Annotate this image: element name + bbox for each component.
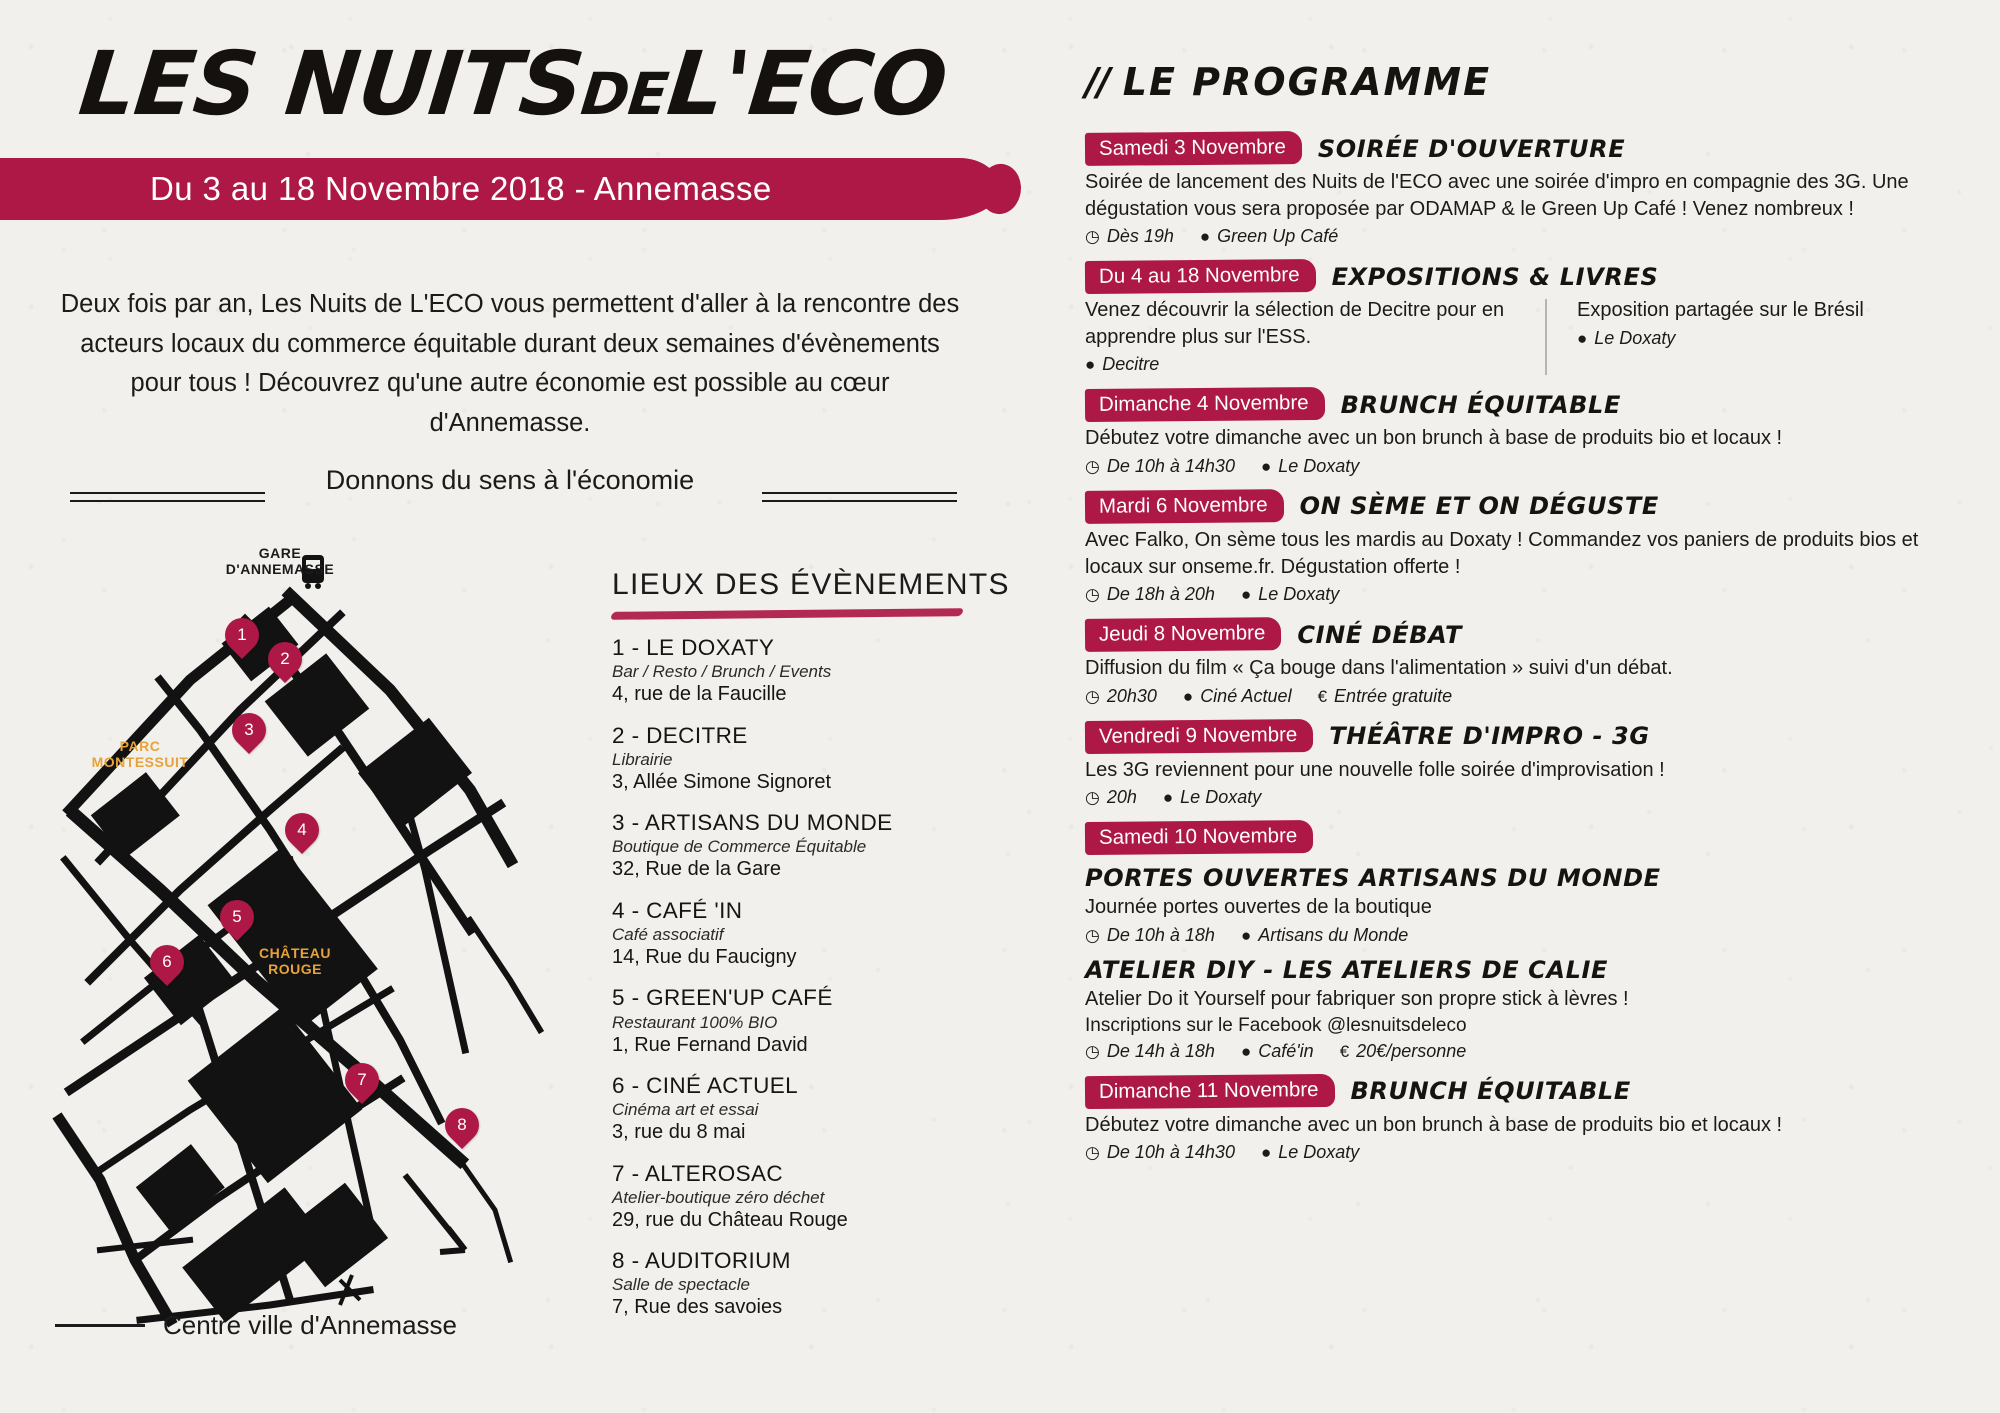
event-meta [1085,456,1985,477]
venues-underline [610,608,964,620]
map-pin-icon: ● [1260,1143,1272,1163]
programme-column [1060,0,2000,1413]
map-pin-7[interactable] [338,1056,386,1104]
event-place [1241,584,1339,605]
map-footer-label: Centre ville d'Annemasse [163,1310,457,1340]
venue-type: Boutique de Commerce Équitable [612,837,867,857]
venue-name: 4 - CAFÉ 'IN [612,897,743,923]
event-description: Débutez votre dimanche avec un bon brunch à base de produits bio et locaux ! [1085,427,1783,450]
event-time-label: De 14h à 18h [1106,1040,1215,1061]
map-label-parc: PARC MONTESSUIT [91,738,189,771]
venue-address: 3, rue du 8 mai [612,1121,746,1144]
events-list [1085,132,1985,1176]
euro-icon: € [1317,686,1328,706]
clock-icon: ◷ [1085,227,1100,247]
event-price-label: Entrée gratuite [1334,685,1453,706]
event-item[interactable] [1085,388,1985,477]
map-pin-icon: ● [1162,788,1174,808]
event-meta-secondary [1577,328,1977,349]
clock-icon: ◷ [1085,585,1100,605]
event-time-label: Dès 19h [1106,226,1174,247]
event-time [1085,1041,1215,1062]
event-item[interactable] [1085,720,1985,809]
title-leco: L'ECO [662,32,952,135]
event-place [1261,1142,1359,1163]
event-title: BRUNCH ÉQUITABLE [1350,1077,1631,1106]
event-place-label: Green Up Café [1217,226,1339,247]
event-meta [1085,1142,1985,1163]
event-place [1241,1041,1314,1062]
event-date-badge: Samedi 10 Novembre [1085,820,1314,855]
event-meta-secondary [1085,1041,1985,1062]
map-pin-6[interactable] [143,938,191,986]
event-description: Débutez votre dimanche avec un bon brunch à base de produits bio et locaux ! [1085,1113,1783,1136]
venue-item[interactable] [612,898,1012,969]
event-time [1085,686,1157,707]
programme-heading-label: LE PROGRAMME [1122,60,1492,104]
event-item[interactable] [1085,618,1985,707]
venues-title: LIEUX DES ÉVÈNEMENTS [612,568,1010,601]
event-date-badge: Dimanche 11 Novembre [1085,1073,1335,1108]
event-time [1085,584,1215,605]
venue-type: Cinéma art et essai [612,1100,759,1120]
event-place-label: Le Doxaty [1278,1142,1360,1163]
event-item[interactable] [1085,1075,1985,1164]
column-divider [1545,299,1547,375]
map-pin-1-label: 1 [237,625,247,644]
event-registration-note: Inscriptions sur le Facebook @lesnuitsdeleco [1085,1014,1467,1036]
map-pin-3[interactable] [225,706,273,754]
venue-address: 14, Rue du Faucigny [612,946,797,969]
venue-type: Café associatif [612,925,724,945]
title-block [74,32,1000,207]
venue-name: 7 - ALTEROSAC [612,1160,784,1186]
event-title: ON SÈME ET ON DÉGUSTE [1299,492,1659,521]
event-meta [1085,584,1985,605]
venue-name: 3 - ARTISANS DU MONDE [612,810,893,836]
map-pin-icon: ● [1085,355,1096,375]
map-pin-8-label: 8 [457,1115,467,1134]
event-time [1085,226,1174,247]
event-time-label: De 10h à 18h [1106,924,1215,945]
venue-address: 32, Rue de la Gare [612,858,781,881]
event-title: SOIRÉE D'OUVERTURE [1317,134,1626,163]
intro-paragraph: Deux fois par an, Les Nuits de L'ECO vous permettent d'aller à la rencontre des acteurs locaux du commerce équitable durant deux semaines d'évènements pour tous ! Découvrez qu'une autre économie est possible au cœur d'Annemasse. [60,290,960,437]
venue-type: Librairie [612,749,673,769]
event-meta [1085,925,1985,946]
venue-item[interactable] [612,810,1012,881]
venue-address: 3, Allée Simone Signoret [612,770,832,793]
date-banner [0,158,1000,220]
event-price [1318,686,1453,707]
event-description: Soirée de lancement des Nuits de l'ECO avec une soirée d'impro en compagnie des 3G. Une dégustation vous sera proposée par ODAMAP & le Green Up Café ! Venez nombreux ! [1085,171,1909,220]
event-price-label: 20€/personne [1356,1040,1467,1061]
clock-icon: ◷ [1085,686,1100,706]
venue-address: 4, rue de la Faucille [612,683,787,706]
clock-icon: ◷ [1085,1041,1100,1061]
venue-name: 8 - AUDITORIUM [612,1248,791,1274]
map-footer [55,1310,615,1341]
map-pin-icon: ● [1199,227,1211,247]
event-date-badge: Dimanche 4 Novembre [1085,387,1325,422]
event-place-label: Ciné Actuel [1200,685,1292,706]
event-place [1200,226,1338,247]
venue-type: Salle de spectacle [612,1275,750,1295]
map-pin-icon: ● [1260,456,1272,476]
venue-name: 1 - LE DOXATY [612,635,775,660]
map-pin-icon: ● [1240,925,1252,945]
venue-item[interactable] [612,1248,1012,1319]
venue-name: 6 - CINÉ ACTUEL [612,1073,799,1099]
event-description: Diffusion du film « Ça bouge dans l'alimentation » suivi d'un débat. [1085,657,1673,680]
map-pin-icon: ● [1240,585,1252,605]
map-label-gare: GARE D'ANNEMASSE [225,545,335,578]
venue-address: 29, rue du Château Rouge [612,1208,848,1231]
event-item[interactable] [1085,490,1985,605]
map-pin-5-label: 5 [232,907,242,926]
event-place-label: Le Doxaty [1278,455,1360,476]
event-description-secondary: Exposition partagée sur le Brésil [1577,299,1864,322]
event-title: PORTES OUVERTES ARTISANS DU MONDE [1085,864,1661,893]
map-pin-icon: ● [1240,1041,1252,1061]
event-meta [1085,354,1515,375]
event-place [1261,456,1359,477]
venue-item[interactable] [612,635,1012,706]
clock-icon: ◷ [1085,925,1100,945]
event-place-label: Le Doxaty [1258,584,1340,605]
event-place-label: Decitre [1102,354,1160,375]
event-title-secondary: ATELIER DIY - LES ATELIERS DE CALIE [1085,955,1608,984]
map-footer-rule [55,1324,145,1327]
event-place [1241,925,1408,946]
event-price [1340,1041,1467,1062]
title-de: DE [577,60,671,128]
banner-dates: Du 3 au 18 Novembre 2018 - Annemasse [150,170,772,207]
venue-item[interactable] [612,723,1012,794]
venue-item[interactable] [612,985,1012,1056]
map-pin-3-label: 3 [244,720,254,739]
event-time-label: 20h30 [1106,685,1157,706]
event-title: CINÉ DÉBAT [1297,620,1463,649]
event-time [1085,925,1215,946]
event-time [1085,456,1235,477]
map-pin-2[interactable] [261,635,309,683]
map-pin-5[interactable] [213,893,261,941]
clock-icon: ◷ [1085,788,1100,808]
event-meta [1085,226,1985,247]
event-description-secondary: Atelier Do it Yourself pour fabriquer son propre stick à lèvres ! [1085,987,1629,1010]
map-pin-icon: ● [1182,686,1194,706]
map-pin-6-label: 6 [162,952,172,971]
event-time-label: 20h [1106,787,1137,808]
event-time-label: De 10h à 14h30 [1106,455,1235,476]
event-item[interactable] [1085,821,1985,1061]
city-map [40,545,610,1360]
event-time-label: De 18h à 20h [1106,584,1215,605]
venues-list [612,568,1012,1319]
venue-name: 2 - DECITRE [612,722,748,748]
map-pin-4-label: 4 [297,820,307,839]
map-pin-1[interactable] [218,611,266,659]
tagline: Donnons du sens à l'économie [325,465,695,495]
map-pin-7-label: 7 [357,1070,367,1089]
event-description: Journée portes ouvertes de la boutique [1085,896,1432,919]
event-place [1183,686,1292,707]
clock-icon: ◷ [1085,456,1100,476]
slashes-decoration: // [1085,60,1109,104]
event-description: Les 3G reviennent pour une nouvelle folle soirée d'improvisation ! [1085,758,1665,781]
venue-name: 5 - GREEN'UP CAFÉ [612,985,833,1011]
event-date-badge: Du 4 au 18 Novembre [1085,259,1316,294]
event-title: BRUNCH ÉQUITABLE [1340,390,1621,419]
event-date-badge: Jeudi 8 Novembre [1085,617,1282,652]
event-date-badge: Mardi 6 Novembre [1085,489,1284,524]
event-place [1577,328,1675,349]
map-pin-4[interactable] [278,806,326,854]
event-date-badge: Vendredi 9 Novembre [1085,719,1314,754]
euro-icon: € [1339,1041,1350,1061]
event-place-label: Café'in [1258,1040,1314,1061]
tagline-wrap [60,465,960,496]
map-pin-icon: ● [1577,328,1588,348]
venue-type: Atelier-boutique zéro déchet [612,1187,825,1207]
event-meta [1085,686,1985,707]
event-place-label: Le Doxaty [1180,787,1262,808]
event-title: EXPOSITIONS & LIVRES [1331,262,1659,291]
event-place-label: Le Doxaty [1594,327,1676,348]
programme-heading [1085,60,1491,104]
event-description: Avec Falko, On sème tous les mardis au Doxaty ! Commandez vos paniers de produits bios et locaux sur onseme.fr. Dégustation offerte ! [1085,528,1919,578]
event-place-label: Artisans du Monde [1258,924,1409,945]
venue-type: Bar / Resto / Brunch / Events [612,662,832,682]
event-time [1085,787,1137,808]
event-description: Venez découvrir la sélection de Decitre pour en apprendre plus sur l'ESS. [1085,299,1505,348]
venue-address: 1, Rue Fernand David [612,1033,808,1056]
event-time [1085,1142,1235,1163]
title-les-nuits: LES NUITS [74,32,588,135]
event-date-badge: Samedi 3 Novembre [1085,131,1302,166]
venue-item[interactable] [612,1161,1012,1232]
event-place [1163,787,1261,808]
map-pin-8[interactable] [438,1101,486,1149]
venue-type: Restaurant 100% BIO [612,1012,778,1032]
venue-item[interactable] [612,1073,1012,1144]
event-time-label: De 10h à 14h30 [1106,1142,1235,1163]
page-title [74,32,1004,135]
map-pin-2-label: 2 [280,649,290,668]
event-meta [1085,787,1985,808]
event-item[interactable] [1085,260,1985,375]
event-title: THÉÂTRE D'IMPRO - 3G [1329,722,1650,751]
event-item[interactable] [1085,132,1985,247]
venue-address: 7, Rue des savoies [612,1296,783,1319]
clock-icon: ◷ [1085,1143,1100,1163]
map-label-chateau: CHÂTEAU ROUGE [259,945,331,978]
event-place [1085,354,1159,375]
